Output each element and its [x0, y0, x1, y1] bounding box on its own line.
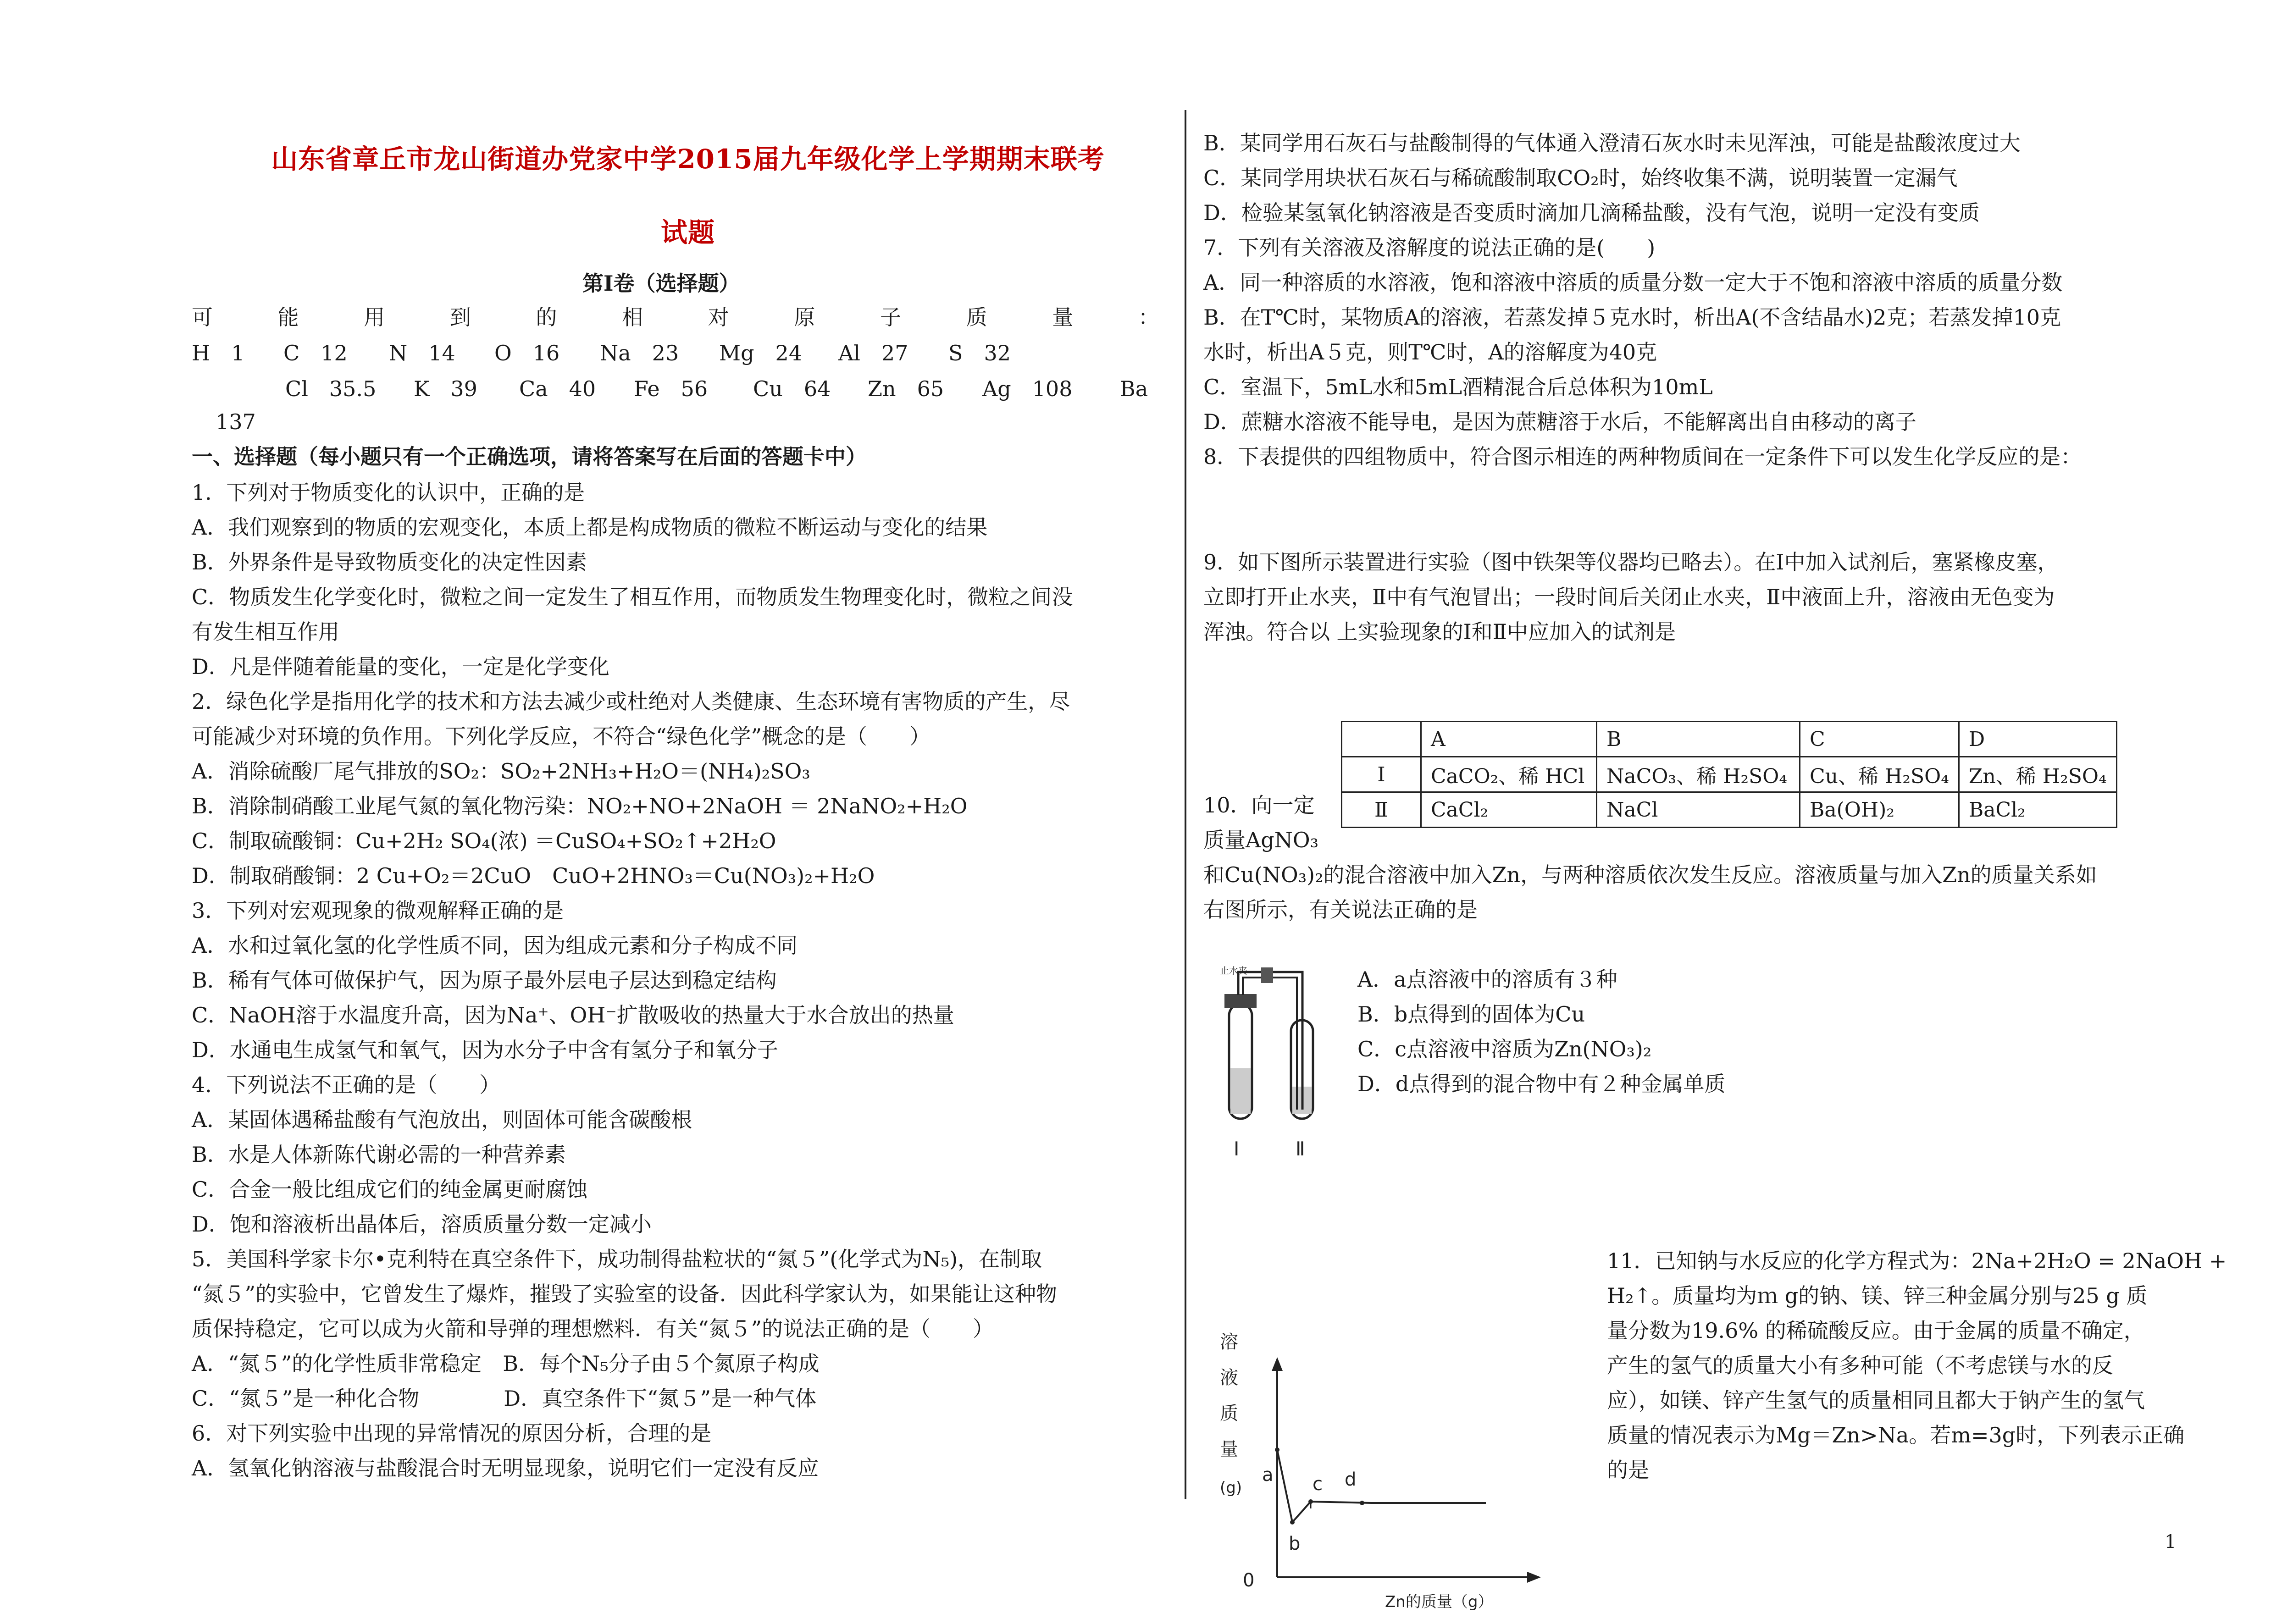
q3-option-c: C．NaOH溶于水温度升高，因为Na⁺、OH⁻扩散吸收的热量大于水合放出的热量	[192, 1003, 954, 1027]
q6-stem: 6．对下列实验中出现的异常情况的原因分析，合理的是	[192, 1421, 712, 1446]
q5-options-ab: A．“氮５”的化学性质非常稳定 B．每个N₅分子由５个氮原子构成	[192, 1351, 820, 1376]
clamp-label: 止水夹	[1220, 965, 1247, 976]
q6-option-d: D．检验某氢氧化钠溶液是否变质时滴加几滴稀盐酸，没有气泡，说明一定没有变质	[1203, 200, 1980, 225]
atomic-mass-row-2: Cl 35.5 K 39 Ca 40 Fe 56 Cu 64 Zn 65 Ag 108 Ba	[285, 376, 1148, 401]
point-b-label: b	[1289, 1533, 1301, 1554]
y-unit: (g)	[1220, 1479, 1242, 1497]
q6-option-c: C．某同学用块状石灰石与稀硫酸制取CO₂时，始终收集不满，说明装置一定漏气	[1203, 166, 1958, 190]
q11-stem-cont2: 量分数为19.6% 的稀硫酸反应。由于金属的质量不确定，	[1607, 1318, 2145, 1343]
part-heading: 一、选择题（每小题只有一个正确选项，请将答案写在后面的答题卡中）	[192, 444, 867, 469]
q10-option-a: A．a点溶液中的溶质有３种	[1357, 967, 1617, 992]
y-label-char: 量	[1220, 1439, 1238, 1460]
page-number: 1	[2165, 1531, 2177, 1552]
point-a	[1275, 1447, 1279, 1452]
q7-option-b-cont: 水时，析出A５克，则T℃时，A的溶解度为40克	[1203, 340, 1657, 365]
q1-option-c: C．物质发生化学变化时，微粒之间一定发生了相互作用，而物质发生物理变化时，微粒之间没	[192, 585, 1073, 609]
column-divider	[1185, 110, 1186, 1499]
q4-option-c: C．合金一般比组成它们的纯金属更耐腐蚀	[192, 1177, 588, 1202]
apparatus-figure	[1220, 958, 1367, 1174]
point-d-label: d	[1345, 1469, 1357, 1490]
q11-stem-cont4: 应），如镁、锌产生氢气的质量相同且都大于钠产生的氢气	[1607, 1388, 2145, 1413]
q11-stem: 11．已知钠与水反应的化学方程式为：2Na+2H₂O = 2NaOH +	[1607, 1248, 2227, 1273]
point-a-label: a	[1262, 1464, 1274, 1486]
y-label-char: 液	[1220, 1367, 1238, 1388]
q7-option-d: D．蔗糖水溶液不能导电，是因为蔗糖溶于水后，不能解离出自由移动的离子	[1203, 409, 1916, 434]
y-label-char: 溶	[1220, 1331, 1238, 1353]
x-axis-arrow	[1527, 1572, 1541, 1583]
page-title-line2: 试题	[660, 217, 715, 248]
table-row: Ⅰ CaCO₂、稀 HCl NaCO₃、稀 H₂SO₄ Cu、稀 H₂SO₄ Zn、稀 H₂SO₄	[1342, 757, 2117, 792]
y-label-char: 质	[1220, 1403, 1238, 1424]
q9-stem: 9．如下图所示装置进行实验（图中铁架等仪器均已略去）。在Ⅰ中加入试剂后，塞紧橡皮塞，	[1203, 550, 2059, 574]
q2-option-b: B．消除制硝酸工业尾气氮的氧化物污染：NO₂+NO+2NaOH ＝ 2NaNO₂+H₂O	[192, 794, 968, 818]
origin-label: 0	[1243, 1570, 1255, 1591]
q5-stem: 5．美国科学家卡尔•克利特在真空条件下，成功制得盐粒状的“氮５”(化学式为N₅)，在制取	[192, 1247, 1042, 1271]
tube-1-label: Ⅰ	[1234, 1138, 1240, 1160]
q6-option-a: A．氢氧化钠溶液与盐酸混合时无明显现象，说明它们一定没有反应	[192, 1456, 819, 1480]
q7-option-c: C．室温下，5mL水和5mL酒精混合后总体积为10mL	[1203, 375, 1713, 399]
q7-stem: 7．下列有关溶液及溶解度的说法正确的是( )	[1203, 235, 1656, 260]
q1-stem: 1．下列对于物质变化的认识中，正确的是	[192, 480, 585, 505]
q3-stem: 3．下列对宏观现象的微观解释正确的是	[192, 898, 564, 923]
q3-option-b: B．稀有气体可做保护气，因为原子最外层电子层达到稳定结构	[192, 968, 777, 993]
q11-stem-cont1: H₂↑。质量均为ｍ g的钠、镁、锌三种金属分别与25 g 质	[1607, 1283, 2148, 1308]
q9-stem-cont2: 浑浊。符合以 上实验现象的Ⅰ和Ⅱ中应加入的试剂是	[1203, 619, 1676, 644]
q5-options-cd: C．“氮５”是一种化合物 D．真空条件下“氮５”是一种气体	[192, 1386, 817, 1411]
q4-stem: 4．下列说法不正确的是（ ）	[192, 1072, 501, 1097]
stopper-1	[1224, 994, 1257, 1008]
point-c-label: c	[1313, 1474, 1323, 1495]
q7-option-a: A．同一种溶质的水溶液，饱和溶液中溶质的质量分数一定大于不饱和溶液中溶质的质量分数	[1203, 270, 2063, 295]
q4-option-d: D．饱和溶液析出晶体后，溶质质量分数一定减小	[192, 1212, 652, 1237]
q10-option-d: D．d点得到的混合物中有２种金属单质	[1357, 1072, 1726, 1096]
q11-stem-cont6: 的是	[1607, 1458, 1649, 1482]
atomic-mass-row-1: H 1 C 12 N 14 O 16 Na 23 Mg 24 Al 27 S 32	[192, 341, 1011, 365]
q10-option-c: C．c点溶液中溶质为Zn(NO₃)₂	[1357, 1037, 1652, 1061]
table-row: Ⅱ CaCl₂ NaCl Ba(OH)₂ BaCl₂	[1342, 792, 2117, 828]
atomic-mass-row-3: 137	[216, 409, 256, 434]
q8-stem: 8．下表提供的四组物质中，符合图示相连的两种物质间在一定条件下可以发生化学反应的是：	[1203, 444, 2082, 469]
tube-1-liquid	[1230, 1068, 1251, 1114]
q2-option-d: D．制取硝酸铜：2 Cu+O₂＝2CuO CuO+2HNO₃＝Cu(NO₃)₂+H₂O	[192, 863, 875, 888]
y-axis-arrow	[1272, 1357, 1283, 1371]
q11-stem-cont3: 产生的氢气的质量大小有多种可能（不考虑镁与水的反	[1607, 1353, 2113, 1378]
x-axis-label: Zn的质量（g）	[1385, 1593, 1494, 1611]
q3-option-d: D．水通电生成氢气和氧气，因为水分子中含有氢分子和氧分子	[192, 1038, 778, 1062]
q7-option-b: B．在T℃时，某物质A的溶液，若蒸发掉５克水时，析出A(不含结晶水)2克；若蒸发掉10克	[1203, 305, 2061, 330]
q9-reagent-table	[1341, 721, 2117, 828]
q10-stem-cont3: 右图所示，有关说法正确的是	[1203, 897, 1478, 922]
water-clamp-icon	[1261, 967, 1273, 983]
q1-option-b: B．外界条件是导致物质变化的决定性因素	[192, 550, 587, 574]
q4-option-a: A．某固体遇稀盐酸有气泡放出，则固体可能含碳酸根	[192, 1107, 692, 1132]
q10-stem-cont: 质量AgNO₃	[1203, 828, 1319, 852]
q2-stem-cont: 可能减少对环境的负作用。下列化学反应，不符合“绿色化学”概念的是（ ）	[192, 724, 931, 749]
solution-mass-graph	[1211, 1320, 1559, 1623]
q5-stem-cont2: 质保持稳定，它可以成为火箭和导弹的理想燃料．有关“氮５”的说法正确的是（ ）	[192, 1316, 994, 1341]
q6-option-b: B．某同学用石灰石与盐酸制得的气体通入澄清石灰水时未见浑浊，可能是盐酸浓度过大	[1203, 131, 2021, 155]
q4-option-b: B．水是人体新陈代谢必需的一种营养素	[192, 1142, 566, 1167]
q9-stem-cont: 立即打开止水夹，Ⅱ中有气泡冒出；一段时间后关闭止水夹，Ⅱ中液面上升，溶液由无色变为	[1203, 585, 2055, 609]
q10-option-b: B．b点得到的固体为Cu	[1357, 1002, 1585, 1027]
q2-stem: 2．绿色化学是指用化学的技术和方法去减少或杜绝对人类健康、生态环境有害物质的产生，尽	[192, 689, 1070, 714]
q1-option-d: D．凡是伴随着能量的变化，一定是化学变化	[192, 654, 609, 679]
q2-option-c: C．制取硫酸铜：Cu+2H₂ SO₄(浓) ＝CuSO₄+SO₂↑+2H₂O	[192, 829, 776, 853]
q2-option-a: A．消除硫酸厂尾气排放的SO₂：SO₂+2NH₃+H₂O＝(NH₄)₂SO₃	[192, 759, 810, 784]
point-b	[1290, 1520, 1295, 1525]
section-heading: 第Ⅰ卷（选择题）	[582, 271, 740, 296]
tube-2-label: Ⅱ	[1296, 1138, 1305, 1160]
q1-option-a: A．我们观察到的物质的宏观变化，本质上都是构成物质的微粒不断运动与变化的结果	[192, 515, 988, 540]
series-line	[1277, 1450, 1486, 1522]
q11-stem-cont5: 质量的情况表示为Mg＝Zn>Na。若m=3g时，下列表示正确	[1607, 1423, 2185, 1447]
table-row: A B C D	[1342, 722, 2117, 757]
q5-stem-cont: “氮５”的实验中，它曾发生了爆炸，摧毁了实验室的设备．因此科学家认为，如果能让这种物	[192, 1282, 1058, 1306]
q1-option-c-cont: 有发生相互作用	[192, 619, 339, 644]
q10-stem-cont2: 和Cu(NO₃)₂的混合溶液中加入Zn，与两种溶质依次发生反应。溶液质量与加入Zn的质量关系如	[1203, 862, 2097, 887]
point-d	[1360, 1501, 1364, 1505]
q3-option-a: A．水和过氧化氢的化学性质不同，因为组成元素和分子构成不同	[192, 933, 798, 958]
atomic-mass-label: 可 能 用 到 的 相 对 原 子 质 量 ：	[192, 305, 1159, 330]
point-c	[1308, 1499, 1313, 1504]
page-title: 山东省章丘市龙山街道办党家中学2015届九年级化学上学期期末联考	[271, 144, 1105, 175]
q10-stem: 10．向一定	[1203, 793, 1315, 818]
